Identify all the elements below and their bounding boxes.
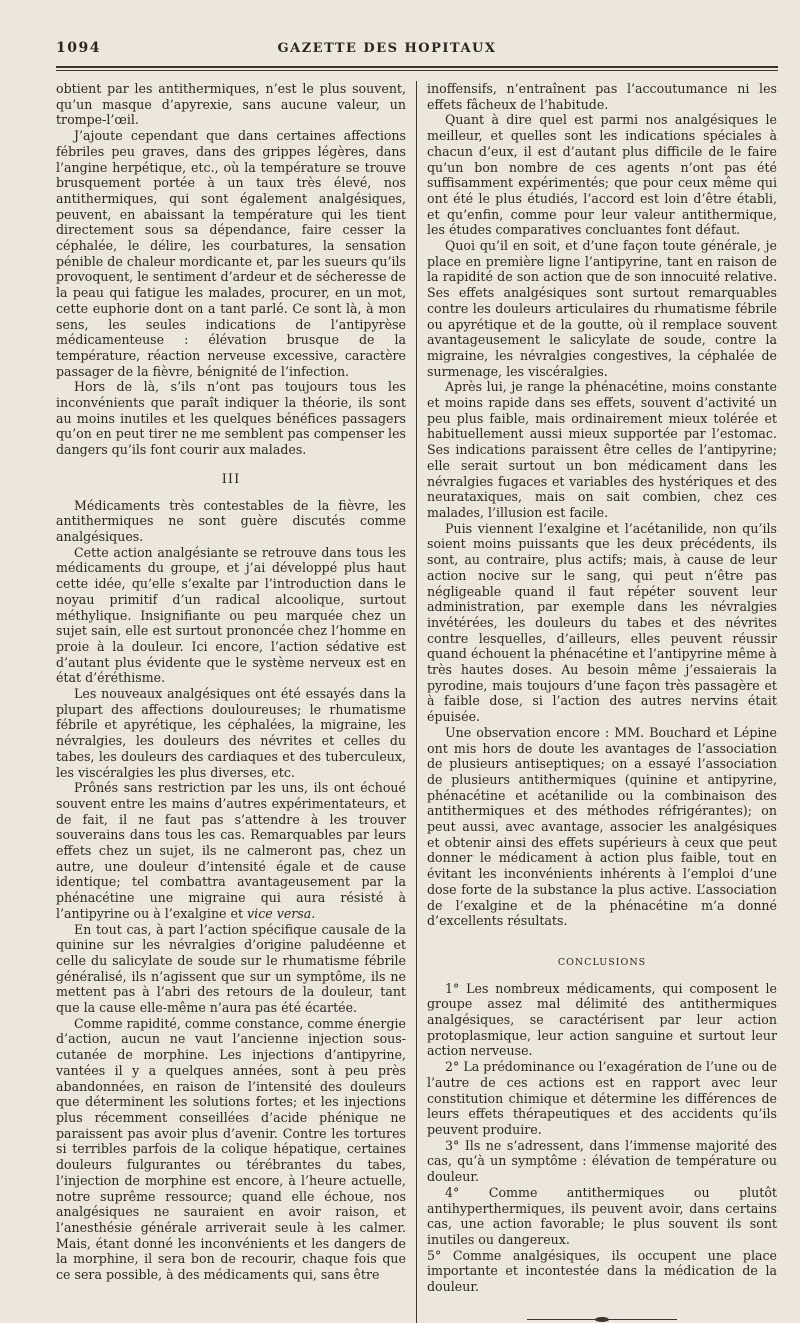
paragraph-end: . (311, 905, 316, 921)
paragraph: Une observation encore : MM. Bouchard et Lépine ont mis hors de doute les avantages de l’association de plusieurs antiseptiques; on a essayé l’association de plusieurs antithermiques (quinine et antipyrine, phénacétine et acétanilide ou la combinaison des antithermiques et des méthodes réfrigérantes); on peut aussi, avec avantage, associer les analgésiques et obtenir ainsi des effets supérieurs à ceux que peut donner le médicament à action plus faible, tout en évitant les inconvénients inhérents à l’emploi d’une dose forte de la substance la plus active. L’association de l’exalgine et de la phénacétine m’a donné d’excellents résultats. (427, 724, 777, 929)
conclusions-heading: CONCLUSIONS (557, 956, 647, 968)
paragraph: Les nouveaux analgésiques ont été essayés dans la plupart des affections douloureuses; le rhumatisme fébrile et apyrétique, les céphalées, la migraine, les névralgies, les douleurs des névrites et celles du tabes, les douleurs des cardiaques et des tuberculeux, les viscéralgies les plus diverses, etc. (56, 686, 406, 780)
conclusion-item: 2° La prédominance ou l’exagération de l’une ou de l’autre de ces actions est en rapport avec leur constitution chimique et détermine les différences de leurs effets thérapeutiques et des accidents qu’ils peuvent produire. (427, 1059, 777, 1137)
conclusion-item: 5° Comme analgésiques, ils occupent une place importante et incontestée dans la médication de la douleur. (427, 1247, 777, 1295)
paragraph: En tout cas, à part l’action spécifique causale de la quinine sur les névralgies d’origine paludéenne et celle du salicylate de soude sur le rhumatisme fébrile généralisé, ils n’agissent que sur un symptôme, ils ne mettent pas à l’abri des retours de la douleur, tant que la cause elle-même n’aura pas été écartée. (56, 921, 406, 1016)
conclusion-item: 3° Ils ne s’adressent, dans l’immense majorité des cas, qu’à un symptôme : élévation de température ou douleur. (427, 1137, 777, 1185)
paragraph-text: Prônés sans restriction par les uns, ils ont échoué souvent entre les mains d’autres expérimentateurs, et de fait, il ne faut pas s’attendre à les trouver souverains dans tous les cas. Remarquables par leurs effets chez un sujet, ils ne calmeront pas, chez un autre, une douleur d’intensité égale et de cause identique; tel combattra avantageusement par la phénacétine une migraine qui aura résisté à l’antipyrine ou à l’exalgine et (56, 780, 406, 921)
paragraph: Puis viennent l’exalgine et l’acétanilide, non qu’ils soient moins puissants que les deux précédents, ils sont, au contraire, plus actifs; mais, à cause de leur action nocive sur le sang, qui peut n’être pas négligeable quand il faut répéter souvent leur administration, par exemple dans les névralgies invétérées, les douleurs du tabes et des névrites contre lesquelles, d’ailleurs, elles peuvent réussir quand échouent la phénacétine et l’antipyrine même à très hautes doses. Au besoin même j’essaierais la pyrodine, mais toujours d’une façon très passagère et à faible dose, si l’action des autres nervins était épuisée. (427, 520, 777, 725)
paragraph: Hors de là, s’ils n’ont pas toujours tous les inconvénients que paraît indiquer la théorie, ils sont au moins inutiles et les quelques bénéfices passagers qu’on en peut tirer ne me semblent pas compenser les dangers qu’ils font courir aux malades. (56, 379, 406, 458)
article-columns (56, 81, 778, 1323)
journal-title: GAZETTE DES HOPITAUX (277, 41, 497, 56)
paragraph: Après lui, je range la phénacétine, moins constante et moins rapide dans ses effets, souvent d’activité un peu plus faible, mais ordinairement mieux tolérée et habituellement aussi mieux supportée par l’estomac. Ses indications paraissent être celles de l’antipyrine; elle serait surtout un bon médicament dans les névralgies fugaces et variables des hystériques et des neurataxiques, mais on sait combien, chez ces malades, l’illusion est facile. (427, 379, 777, 520)
paragraph: Quant à dire quel est parmi nos analgésiques le meilleur, et quelles sont les indications spéciales à chacun d’eux, il est d’autant plus difficile de le faire qu’un bon nombre de ces agents n’ont pas été suffisamment expérimentés; que pour ceux même qui ont été le plus étudiés, l’accord est loin d’être établi, et qu’enfin, comme pour leur valeur antithermique, les études comparatives concluantes font défaut. (427, 112, 777, 238)
page-number: 1094 (56, 40, 101, 56)
paragraph: Quoi qu’il en soit, et d’une façon toute générale, je place en première ligne l’antipyrine, tant en raison de la rapidité de son action que de son innocuité relative. Ses effets analgésiques sont surtout remarquables contre les douleurs articulaires du rhumatisme fébrile ou apyrétique et de la goutte, où il remplace souvent avantageusement le salicylate de soude, contre la migraine, les névralgies congestives, la céphalée de surmenage, les viscéralgies. (427, 238, 777, 379)
paragraph: Médicaments très contestables de la fièvre, les antithermiques ne sont guère discutés comme analgésiques. (56, 497, 406, 544)
paragraph: J’ajoute cependant que dans certaines affections fébriles peu graves, dans des grippes légères, dans l’angine herpétique, etc., où la température se trouve brusquement portée à un taux très élevé, nos antithermiques, qui sont également analgésiques, peuvent, en abaissant la température qui les tient directement sous sa dépendance, faire cesser la céphalée, le délire, les courbatures, la sensation pénible de chaleur mordicante et, par les sueurs qu’ils provoquent, le sentiment d’ardeur et de sécheresse de la peau qui fatigue les malades, procurer, en un mot, cette euphorie dont on a tant parlé. Ce sont là, à mon sens, les seules indications de l’antipyrèse médicamenteuse : élévation brusque de la température, réaction nerveuse excessive, caractère passager de la fièvre, bénignité de l’infection. (56, 128, 406, 379)
italic-phrase: vice versa (247, 905, 312, 921)
paragraph: inoffensifs, n’entraînent pas l’accoutumance ni les effets fâcheux de l’habitude. (427, 81, 777, 112)
conclusion-item: 1° Les nombreux médicaments, qui composent le groupe assez mal délimité des antithermiques analgésiques, se caractérisent par leur action protoplasmique, leur action sanguine et surtout leur action nerveuse. (427, 980, 777, 1059)
right-column (416, 81, 777, 1323)
paragraph: Comme rapidité, comme constance, comme énergie d’action, aucun ne vaut l’ancienne injection sous-cutanée de morphine. Les injections d’antipyrine, vantées il y a quelques années, sont à peu près abandonnées, en raison de l’intensité des douleurs que déterminent les solutions fortes; et les injections plus récemment conseillées d’acide phénique ne paraissent pas avoir plus d’avenir. Contre les tortures si terribles parfois de la colique hépatique, certaines douleurs fulgurantes ou térébrantes du tabes, l’injection de morphine est encore, à l’heure actuelle, notre suprême ressource; quand elle échoue, nos analgésiques ne sauraient en avoir raison, et l’anesthésie générale arriverait seule à les calmer. Mais, étant donné les inconvénients et les dangers de la morphine, il sera bon de recourir, chaque fois que ce sera possible, à des médicaments qui, sans être (56, 1015, 406, 1283)
paragraph: Cette action analgésiante se retrouve dans tous les médicaments du groupe, et j’ai développé plus haut cette idée, qu’elle s’exalte par l’introduction dans le noyau primitif d’un radical alcoolique, surtout méthylique. Insignifiante ou peu marquée chez un sujet sain, elle est surtout prononcée chez l’homme en proie à la douleur. Ici encore, l’action sédative est d’autant plus évidente que le système nerveux est en état d’éréthisme. (56, 544, 406, 686)
running-head (56, 40, 778, 62)
paragraph: obtient par les antithermiques, n’est le plus souvent, qu’un masque d’apyrexie, sans aucune valeur, un trompe-l’œil. (56, 81, 406, 128)
conclusion-item: 4° Comme antithermiques ou plutôt antihyperthermiques, ils peuvent avoir, dans certains cas, une action favorable; le plus souvent ils sont inutiles ou dangereux. (427, 1184, 777, 1247)
paragraph (56, 780, 406, 921)
end-ornament (527, 1317, 677, 1323)
left-column (56, 81, 416, 1323)
section-number: III (221, 471, 241, 487)
header-rule (56, 66, 778, 71)
